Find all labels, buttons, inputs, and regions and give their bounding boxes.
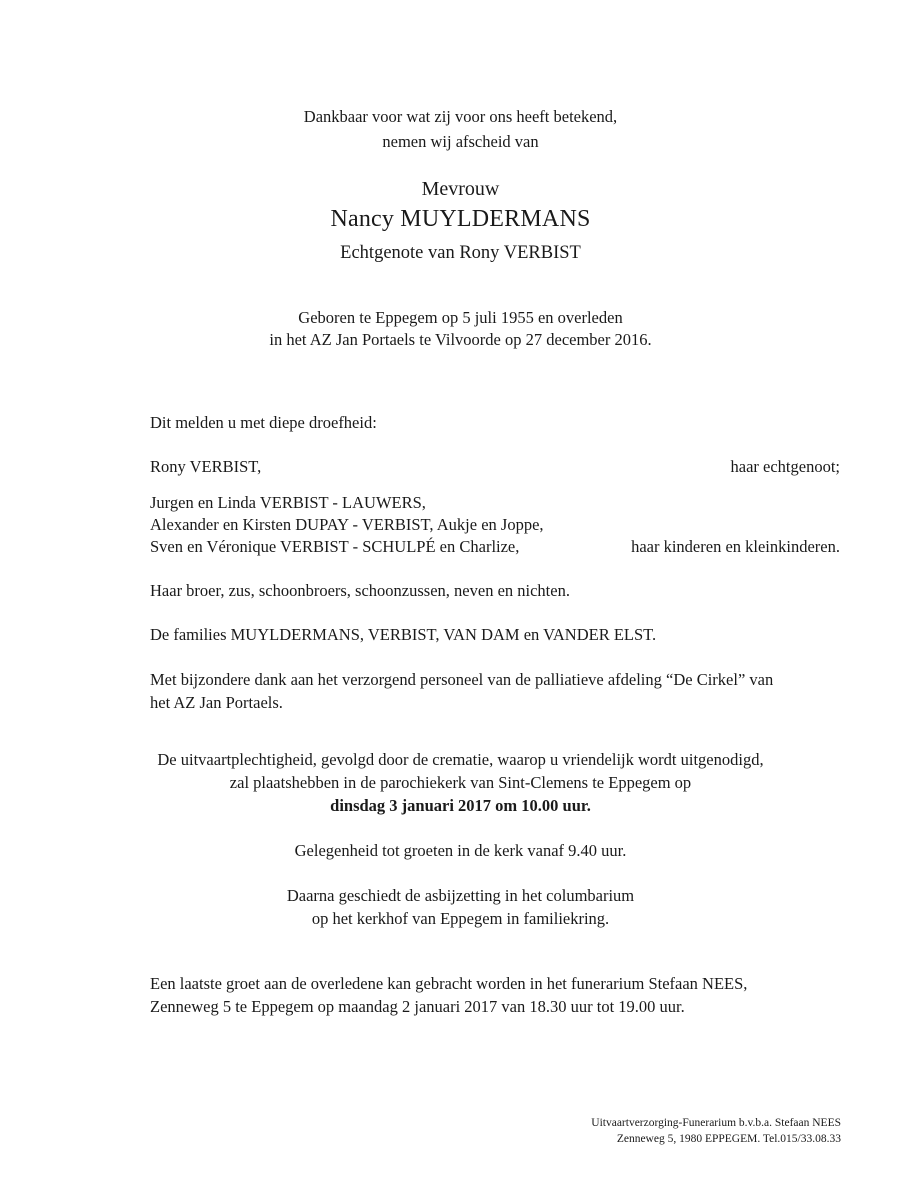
ceremony-line-1: De uitvaartplechtigheid, gevolgd door de crematie, waarop u vriendelijk wordt uitgenodigd, — [157, 750, 764, 769]
spacer — [150, 602, 840, 624]
birth-line: Geboren te Eppegem op 5 juli 1955 en overleden — [298, 308, 623, 327]
death-line: in het AZ Jan Portaels te Vilvoorde op 27 december 2016. — [269, 330, 652, 349]
ceremony-line-2: zal plaatshebben in de parochiekerk van Sint-Clemens te Eppegem op — [229, 773, 692, 792]
relatives-line: Haar broer, zus, schoonbroers, schoonzussen, neven en nichten. — [150, 581, 570, 600]
spacer — [150, 558, 840, 580]
child-line: Jurgen en Linda VERBIST - LAUWERS, — [150, 493, 426, 512]
spacer — [0, 862, 921, 884]
spouse-relation-line: Echtgenote van Rony VERBIST — [340, 243, 581, 263]
thanks-line-2: het AZ Jan Portaels. — [150, 693, 283, 712]
opening-line-2: nemen wij afscheid van — [382, 132, 539, 151]
thanks-line-1: Met bijzondere dank aan het verzorgend personeel van de palliatieve afdeling “De Cirkel” van — [150, 670, 774, 689]
deceased-name-block — [0, 175, 921, 268]
footer-line-1: Uitvaartverzorging-Funerarium b.v.b.a. Stefaan NEES — [591, 1117, 841, 1129]
children-role: haar kinderen en kleinkinderen. — [631, 537, 840, 556]
announcement-block — [150, 412, 840, 714]
spacer — [150, 478, 840, 492]
ceremony-block — [0, 748, 921, 930]
greeting-line: Gelegenheid tot groeten in de kerk vanaf 9.40 uur. — [294, 841, 627, 860]
child-row-last — [150, 536, 840, 558]
opening-line-1: Dankbaar voor wat zij voor ons heeft betekend, — [303, 107, 618, 126]
salutation: Mevrouw — [421, 178, 500, 200]
announcement-intro: Dit melden u met diepe droefheid: — [150, 413, 377, 432]
child-line: Sven en Véronique VERBIST - SCHULPÉ en Charlize, — [150, 537, 520, 556]
spacer — [150, 434, 840, 456]
ceremony-datetime: dinsdag 3 januari 2017 om 10.00 uur. — [330, 796, 591, 815]
spouse-row — [150, 456, 840, 478]
funeral-home-footer — [591, 1115, 841, 1147]
deceased-full-name: Nancy MUYLDERMANS — [330, 206, 591, 232]
footer-line-2: Zenneweg 5, 1980 EPPEGEM. Tel.015/33.08.33 — [616, 1133, 841, 1145]
life-dates — [0, 307, 921, 351]
visitation-line-2: Zenneweg 5 te Eppegem op maandag 2 januari 2017 van 18.30 uur tot 19.00 uur. — [150, 997, 685, 1016]
visitation-line-1: Een laatste groet aan de overledene kan gebracht worden in het funerarium Stefaan NEES, — [150, 974, 748, 993]
child-line: Alexander en Kirsten DUPAY - VERBIST, Aukje en Joppe, — [150, 515, 544, 534]
visitation-block — [150, 972, 850, 1018]
families-line: De families MUYLDERMANS, VERBIST, VAN DAM en VANDER ELST. — [150, 625, 657, 644]
thanks-block — [150, 668, 840, 714]
urn-line-2: op het kerkhof van Eppegem in familiekring. — [311, 909, 610, 928]
spouse-name: Rony VERBIST, — [150, 457, 262, 476]
spacer — [150, 646, 840, 668]
spouse-role: haar echtgenoot; — [730, 457, 840, 476]
spacer — [0, 817, 921, 839]
opening-statement — [0, 104, 921, 154]
urn-line-1: Daarna geschiedt de asbijzetting in het columbarium — [286, 886, 635, 905]
